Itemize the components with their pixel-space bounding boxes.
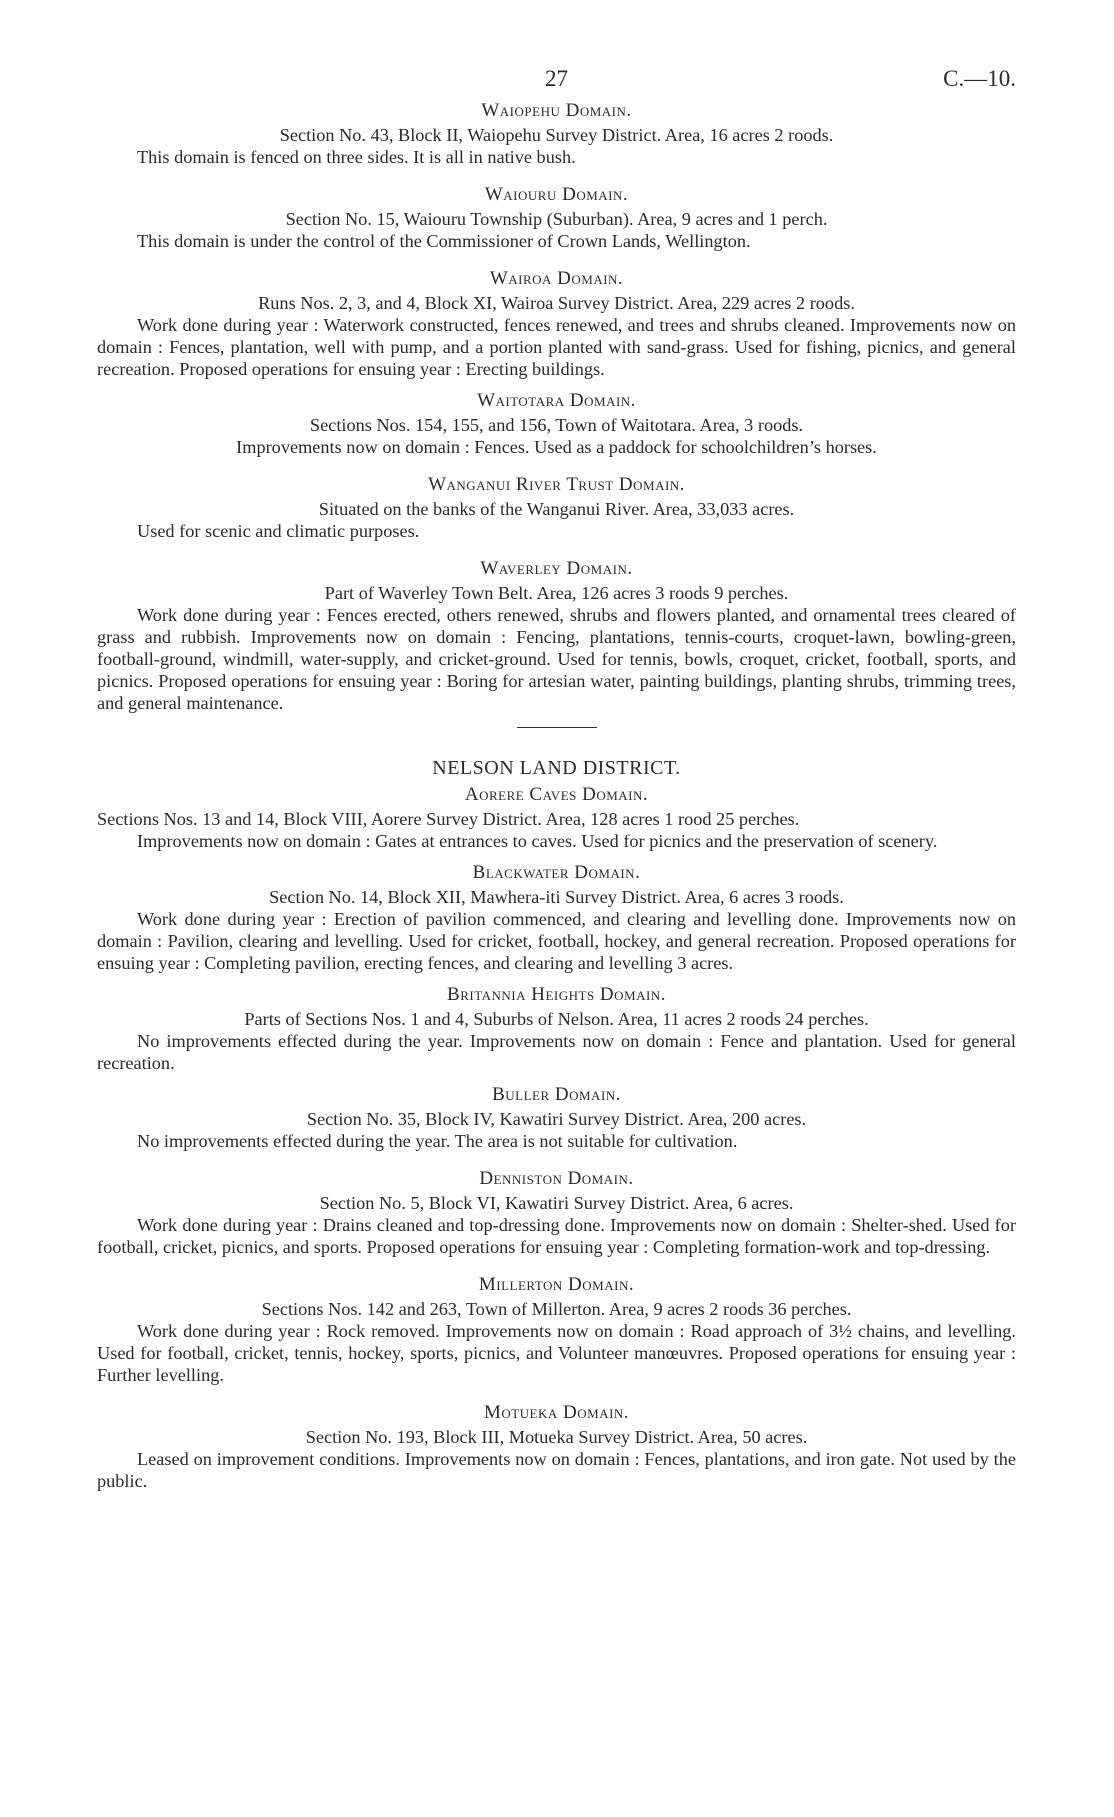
domain-section-waiouru bbox=[97, 184, 1016, 252]
section-description: Runs Nos. 2, 3, and 4, Block XI, Wairoa Survey District. Area, 229 acres 2 roods. bbox=[258, 293, 855, 313]
section-text: This domain is fenced on three sides. It is all in native bush. bbox=[137, 147, 576, 167]
document-page bbox=[97, 60, 1016, 1492]
section-title: Britannia Heights Domain. bbox=[447, 984, 666, 1005]
section-description: Section No. 43, Block II, Waiopehu Survey District. Area, 16 acres 2 roods. bbox=[279, 125, 834, 145]
domain-section-britannia-heights bbox=[97, 984, 1016, 1074]
section-description: Sections Nos. 13 and 14, Block VIII, Aorere Survey District. Area, 128 acres 1 rood 25 perches. bbox=[97, 809, 800, 829]
section-text: Used for scenic and climatic purposes. bbox=[137, 521, 420, 541]
section-description: Section No. 14, Block XII, Mawhera-iti Survey District. Area, 6 acres 3 roods. bbox=[269, 887, 844, 907]
domain-section-aorere-caves bbox=[97, 784, 1016, 852]
section-description: Section No. 5, Block VI, Kawatiri Survey District. Area, 6 acres. bbox=[319, 1193, 794, 1213]
section-text: Improvements now on domain : Gates at entrances to caves. Used for picnics and the preservation of scenery. bbox=[137, 831, 938, 851]
section-description: Section No. 35, Block IV, Kawatiri Survey District. Area, 200 acres. bbox=[306, 1109, 807, 1129]
section-title: Denniston Domain. bbox=[479, 1168, 634, 1189]
domain-section-waverley bbox=[97, 558, 1016, 714]
section-title: Waverley Domain. bbox=[480, 558, 633, 579]
section-text: Work done during year : Fences erected, others renewed, shrubs and flowers planted, and ornamental trees cleared of grass and rubbish. Improvements now on domain : Fencing, plantations, tennis-courts, croquet-lawn, bowling-green, football-ground, windmill, water-supply, and cricket-ground. Used for tennis, bowls, croquet, cricket, football, sports, and picnics. Proposed operations for ensuing year : Boring for artesian water, painting buildings, planting shrubs, trimming trees, and general maintenance. bbox=[97, 605, 1016, 713]
section-title: Wanganui River Trust Domain. bbox=[428, 474, 685, 495]
section-description: Situated on the banks of the Wanganui River. Area, 33,033 acres. bbox=[318, 499, 795, 519]
page-number: 27 bbox=[545, 66, 568, 91]
domain-section-denniston bbox=[97, 1168, 1016, 1258]
domain-section-waiopehu bbox=[97, 100, 1016, 168]
section-title: Wairoa Domain. bbox=[489, 268, 624, 289]
section-text: Work done during year : Erection of pavilion commenced, and clearing and levelling done. Improvements now on domain : Pavilion, clearing and levelling. Used for cricket, football, hockey, and general recreation. Proposed operations for ensuing year : Completing pavilion, erecting fences, and clearing and levelling 3 acres. bbox=[97, 909, 1016, 973]
section-description: Sections Nos. 142 and 263, Town of Millerton. Area, 9 acres 2 roods 36 perches. bbox=[261, 1299, 852, 1319]
section-divider bbox=[517, 727, 597, 728]
domain-section-waitotara bbox=[97, 390, 1016, 458]
domain-section-buller bbox=[97, 1084, 1016, 1152]
section-title: Motueka Domain. bbox=[483, 1402, 630, 1423]
section-title: Millerton Domain. bbox=[478, 1274, 635, 1295]
section-title: Aorere Caves Domain. bbox=[464, 784, 649, 805]
domain-section-blackwater bbox=[97, 862, 1016, 974]
domain-section-millerton bbox=[97, 1274, 1016, 1386]
section-text: Improvements now on domain : Fences. Used as a paddock for schoolchildren’s horses. bbox=[236, 437, 877, 457]
domain-section-wanganui-river-trust bbox=[97, 474, 1016, 542]
section-text: Work done during year : Drains cleaned and top-dressing done. Improvements now on domain : Shelter-shed. Used for football, cricket, picnics, and sports. Proposed operations for ensuing year : Completing formation-work and top-dressing. bbox=[97, 1215, 1016, 1257]
section-description: Sections Nos. 154, 155, and 156, Town of Waitotara. Area, 3 roods. bbox=[309, 415, 804, 435]
section-description: Section No. 15, Waiouru Township (Suburban). Area, 9 acres and 1 perch. bbox=[285, 209, 828, 229]
page-header bbox=[97, 60, 1016, 100]
section-title: Waiouru Domain. bbox=[484, 184, 629, 205]
section-title: Waitotara Domain. bbox=[477, 390, 636, 411]
section-text: This domain is under the control of the Commissioner of Crown Lands, Wellington. bbox=[137, 231, 751, 251]
district-heading: NELSON LAND DISTRICT. bbox=[432, 757, 681, 779]
domain-section-wairoa bbox=[97, 268, 1016, 380]
section-title: Buller Domain. bbox=[492, 1084, 621, 1105]
section-text: No improvements effected during the year. Improvements now on domain : Fence and plantation. Used for general recreation. bbox=[97, 1031, 1016, 1073]
section-text: Leased on improvement conditions. Improvements now on domain : Fences, plantations, and iron gate. Not used by the public. bbox=[97, 1449, 1016, 1491]
section-text: No improvements effected during the year. The area is not suitable for cultivation. bbox=[137, 1131, 738, 1151]
document-reference: C.—10. bbox=[943, 66, 1016, 91]
domain-section-motueka bbox=[97, 1402, 1016, 1492]
section-text: Work done during year : Waterwork constructed, fences renewed, and trees and shrubs cleaned. Improvements now on domain : Fences, plantation, well with pump, and a portion planted with sand-grass. Used for fishing, picnics, and general recreation. Proposed operations for ensuing year : Erecting buildings. bbox=[97, 315, 1016, 379]
section-description: Parts of Sections Nos. 1 and 4, Suburbs of Nelson. Area, 11 acres 2 roods 24 perches. bbox=[244, 1009, 869, 1029]
section-text: Work done during year : Rock removed. Improvements now on domain : Road approach of 3½ chains, and levelling. Used for football, cricket, tennis, hockey, sports, picnics, and Volunteer manœuvres. Proposed operations for ensuing year : Further levelling. bbox=[97, 1321, 1016, 1385]
section-description: Section No. 193, Block III, Motueka Survey District. Area, 50 acres. bbox=[305, 1427, 808, 1447]
section-title: Waiopehu Domain. bbox=[481, 100, 632, 121]
section-title: Blackwater Domain. bbox=[472, 862, 641, 883]
section-description: Part of Waverley Town Belt. Area, 126 acres 3 roods 9 perches. bbox=[324, 583, 789, 603]
